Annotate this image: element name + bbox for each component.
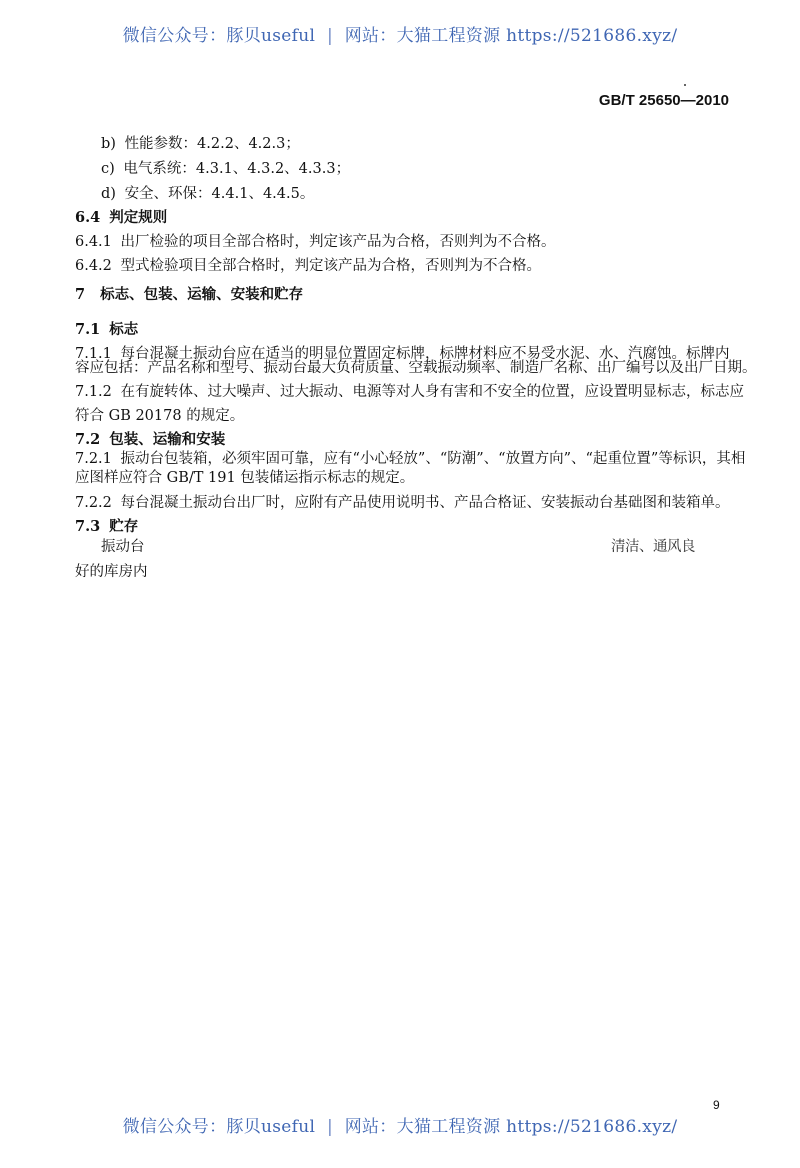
clause-text: 每台混凝土振动台出厂时，应附有产品使用说明书、产品合格证、安装振动台基础图和装箱单。 xyxy=(120,495,730,511)
page-number: 9 xyxy=(713,1098,720,1112)
section-number: 7.1 xyxy=(75,321,101,338)
clause-7-1-2-cont xyxy=(75,404,244,425)
clause-text: 振动台包装箱，必须牢固可靠，应有“小心轻放”、“防潮”、“放置方向”、“起重位置”等标识，其相 xyxy=(120,451,746,467)
section-heading-7-3 xyxy=(75,515,138,536)
scan-speck xyxy=(684,84,686,86)
item-text: 电气系统：4.3.1、4.3.2、4.3.3； xyxy=(123,161,351,177)
chapter-title: 标志、包装、运输、安装和贮存 xyxy=(100,286,304,303)
storage-text-start: 振动台 xyxy=(101,539,145,555)
storage-text-cont: 好的库房内 xyxy=(75,564,148,580)
watermark-wechat: 微信公众号：豚贝useful xyxy=(122,1117,316,1137)
storage-text-end: 清洁、通风良 xyxy=(611,539,695,555)
section-title: 判定规则 xyxy=(109,209,168,226)
watermark-bottom xyxy=(0,1112,800,1137)
list-item-c xyxy=(101,157,350,178)
standard-code: GB/T 25650—2010 xyxy=(598,92,729,109)
clause-number: 7.2.1 xyxy=(75,451,112,467)
clause-text: 型式检验项目全部合格时，判定该产品为合格，否则判为不合格。 xyxy=(120,258,542,274)
clause-number: 6.4.2 xyxy=(75,258,112,274)
clause-7-2-1 xyxy=(75,447,745,468)
item-text: 性能参数：4.2.2、4.2.3； xyxy=(124,136,300,152)
list-item-d xyxy=(101,182,314,203)
section-number: 7.2 xyxy=(75,431,101,448)
item-label: b) xyxy=(101,136,116,152)
chapter-heading-7 xyxy=(75,283,303,304)
watermark-top xyxy=(0,21,800,46)
watermark-site: 网站：大猫工程资源 https://521686.xyz/ xyxy=(344,26,678,46)
section-title: 包装、运输和安装 xyxy=(109,431,226,448)
item-label: c) xyxy=(101,161,115,177)
section-number: 7.3 xyxy=(75,518,101,535)
clause-6-4-1 xyxy=(75,230,556,251)
clause-number: 7.1.1 xyxy=(75,346,112,362)
item-label: d) xyxy=(101,186,116,202)
list-item-b xyxy=(101,132,300,153)
section-heading-7-2 xyxy=(75,428,225,449)
chapter-number: 7 xyxy=(75,286,86,303)
section-heading-7-1 xyxy=(75,318,138,339)
clause-text: 符合 GB 20178 的规定。 xyxy=(75,408,245,424)
clause-text: 容应包括：产品名称和型号、振动台最大负荷质量、空载振动频率、制造厂名称、出厂编号以及出厂日期。 xyxy=(75,360,757,376)
clause-7-2-1-cont xyxy=(75,466,414,487)
clause-6-4-2 xyxy=(75,254,541,275)
watermark-wechat: 微信公众号：豚贝useful xyxy=(122,26,316,46)
clause-text: 每台混凝土振动台应在适当的明显位置固定标牌，标牌材料应不易受水泥、水、汽腐蚀。标牌内 xyxy=(120,346,730,362)
storage-paragraph xyxy=(101,535,695,556)
section-number: 6.4 xyxy=(75,209,101,226)
clause-7-1-2 xyxy=(75,380,744,401)
clause-number: 7.1.2 xyxy=(75,384,112,400)
watermark-separator: | xyxy=(326,1117,333,1137)
clause-text: 在有旋转体、过大噪声、过大振动、电源等对人身有害和不安全的位置，应设置明显标志，标志应 xyxy=(120,384,745,400)
clause-7-1-1-cont xyxy=(75,356,757,377)
clause-number: 7.2.2 xyxy=(75,495,112,511)
section-title: 标志 xyxy=(109,321,139,338)
clause-text: 出厂检验的项目全部合格时，判定该产品为合格，否则判为不合格。 xyxy=(120,234,556,250)
clause-number: 6.4.1 xyxy=(75,234,112,250)
item-text: 安全、环保：4.4.1、4.4.5。 xyxy=(124,186,315,202)
clause-7-2-2 xyxy=(75,491,730,512)
storage-paragraph-cont xyxy=(75,560,148,581)
watermark-site: 网站：大猫工程资源 https://521686.xyz/ xyxy=(344,1117,678,1137)
section-title: 贮存 xyxy=(109,518,139,535)
watermark-separator: | xyxy=(326,26,333,46)
section-heading-6-4 xyxy=(75,206,167,227)
clause-text: 应图样应符合 GB/T 191 包装储运指示标志的规定。 xyxy=(75,470,415,486)
